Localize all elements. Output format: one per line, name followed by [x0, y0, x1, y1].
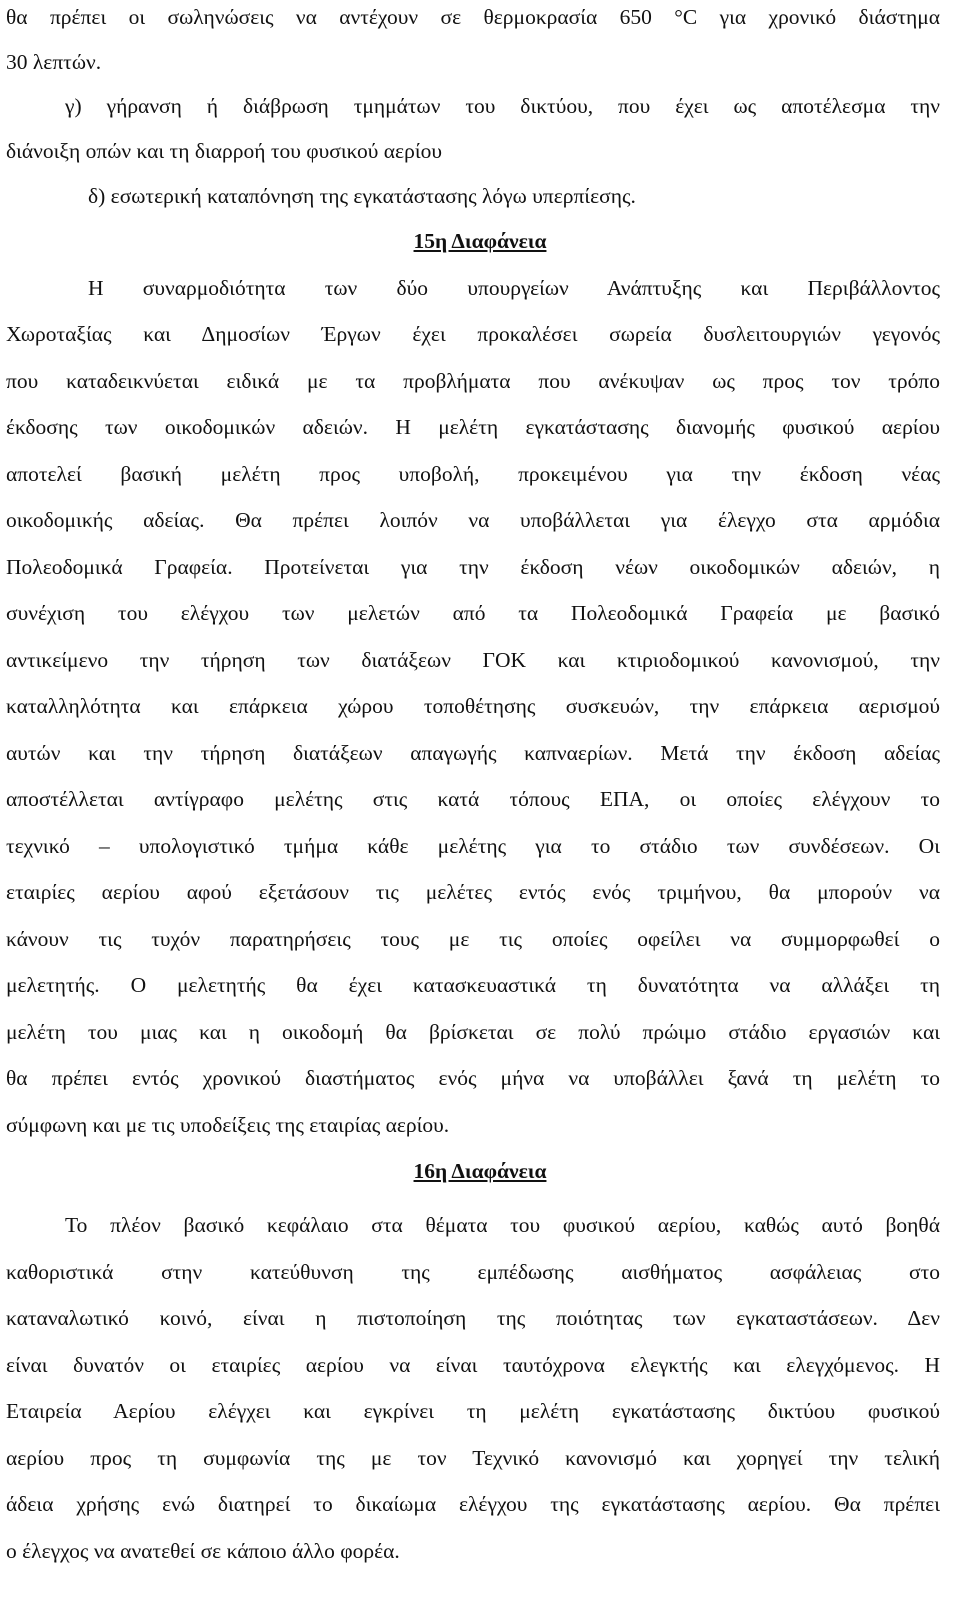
text-line: άδεια χρήσης ενώ διατηρεί το δικαίωμα ελέγχου της εγκατάστασης αερίου. Θα πρέπει — [6, 1492, 940, 1516]
text-line: αποτελεί βασική μελέτη προς υποβολή, προκειμένου για την έκδοση νέας — [6, 462, 940, 486]
text-line: μελέτη του μιας και η οικοδομή θα βρίσκεται σε πολύ πρώιμο στάδιο εργασιών και — [6, 1020, 940, 1044]
text-line: Εταιρεία Αερίου ελέγχει και εγκρίνει τη μελέτη εγκατάστασης δικτύου φυσικού — [6, 1399, 940, 1423]
text-line: καθοριστικά στην κατεύθυνση της εμπέδωσης αισθήματος ασφάλειας στο — [6, 1260, 940, 1284]
text-line: έκδοσης των οικοδομικών αδειών. Η μελέτη εγκατάστασης διανομής φυσικού αερίου — [6, 415, 940, 439]
text-line: αυτών και την τήρηση διατάξεων απαγωγής καπναερίων. Μετά την έκδοση αδείας — [6, 741, 940, 765]
text-line: ο έλεγχος να ανατεθεί σε κάποιο άλλο φορέα. — [6, 1539, 400, 1563]
text-line: Η συναρμοδιότητα των δύο υπουργείων Ανάπτυξης και Περιβάλλοντος — [88, 276, 940, 300]
text-line: μελετητής. Ο μελετητής θα έχει κατασκευαστικά τη δυνατότητα να αλλάξει τη — [6, 973, 940, 997]
text-line: θα πρέπει οι σωληνώσεις να αντέχουν σε θερμοκρασία 650 °C για χρονικό διάστημα — [6, 5, 940, 29]
text-line: Πολεοδομικά Γραφεία. Προτείνεται για την έκδοση νέων οικοδομικών αδειών, η — [6, 555, 940, 579]
text-line: θα πρέπει εντός χρονικού διαστήματος ενός μήνα να υποβάλλει ξανά τη μελέτη το — [6, 1066, 940, 1090]
text-line: 30 λεπτών. — [6, 50, 102, 74]
text-line: Χωροταξίας και Δημοσίων Έργων έχει προκαλέσει σωρεία δυσλειτουργιών γεγονός — [6, 322, 940, 346]
text-line: αποστέλλεται αντίγραφο μελέτης στις κατά τόπους ΕΠΑ, οι οποίες ελέγχουν το — [6, 787, 940, 811]
text-line: οικοδομικής αδείας. Θα πρέπει λοιπόν να υποβάλλεται για έλεγχο στα αρμόδια — [6, 508, 940, 532]
text-line: κάνουν τις τυχόν παρατηρήσεις τους με τις οποίες οφείλει να συμμορφωθεί ο — [6, 927, 940, 951]
text-line: τεχνικό – υπολογιστικό τμήμα κάθε μελέτης για το στάδιο των συνδέσεων. Οι — [6, 834, 940, 858]
text-line: γ) γήρανση ή διάβρωση τμημάτων του δικτύου, που έχει ως αποτέλεσμα την — [65, 94, 940, 118]
section-heading-15: 15η Διαφάνεια — [413, 229, 547, 253]
text-line: καταλληλότητα και επάρκεια χώρου τοποθέτησης συσκευών, την επάρκεια αερισμού — [6, 694, 940, 718]
text-line: διάνοιξη οπών και τη διαρροή του φυσικού αερίου — [6, 139, 442, 163]
text-line: εταιρίες αερίου αφού εξετάσουν τις μελέτες εντός ενός τριμήνου, θα μπορούν να — [6, 880, 940, 904]
text-line: αερίου προς τη συμφωνία της με τον Τεχνικό κανονισμό και χορηγεί την τελική — [6, 1446, 940, 1470]
text-line: σύμφωνη και με τις υποδείξεις της εταιρίας αερίου. — [6, 1113, 450, 1137]
text-line: είναι δυνατόν οι εταιρίες αερίου να είναι ταυτόχρονα ελεγκτής και ελεγχόμενος. Η — [6, 1353, 940, 1377]
text-line: δ) εσωτερική καταπόνηση της εγκατάστασης λόγω υπερπίεσης. — [88, 184, 636, 208]
section-heading-16: 16η Διαφάνεια — [413, 1159, 547, 1183]
text-line: καταναλωτικό κοινό, είναι η πιστοποίηση της ποιότητας των εγκαταστάσεων. Δεν — [6, 1306, 940, 1330]
text-line: συνέχιση του ελέγχου των μελετών από τα Πολεοδομικά Γραφεία με βασικό — [6, 601, 940, 625]
text-line: αντικείμενο την τήρηση των διατάξεων ΓΟΚ και κτιριοδομικού κανονισμού, την — [6, 648, 940, 672]
text-line: Το πλέον βασικό κεφάλαιο στα θέματα του φυσικού αερίου, καθώς αυτό βοηθά — [65, 1213, 940, 1237]
text-line: που καταδεικνύεται ειδικά με τα προβλήματα που ανέκυψαν ως προς τον τρόπο — [6, 369, 940, 393]
